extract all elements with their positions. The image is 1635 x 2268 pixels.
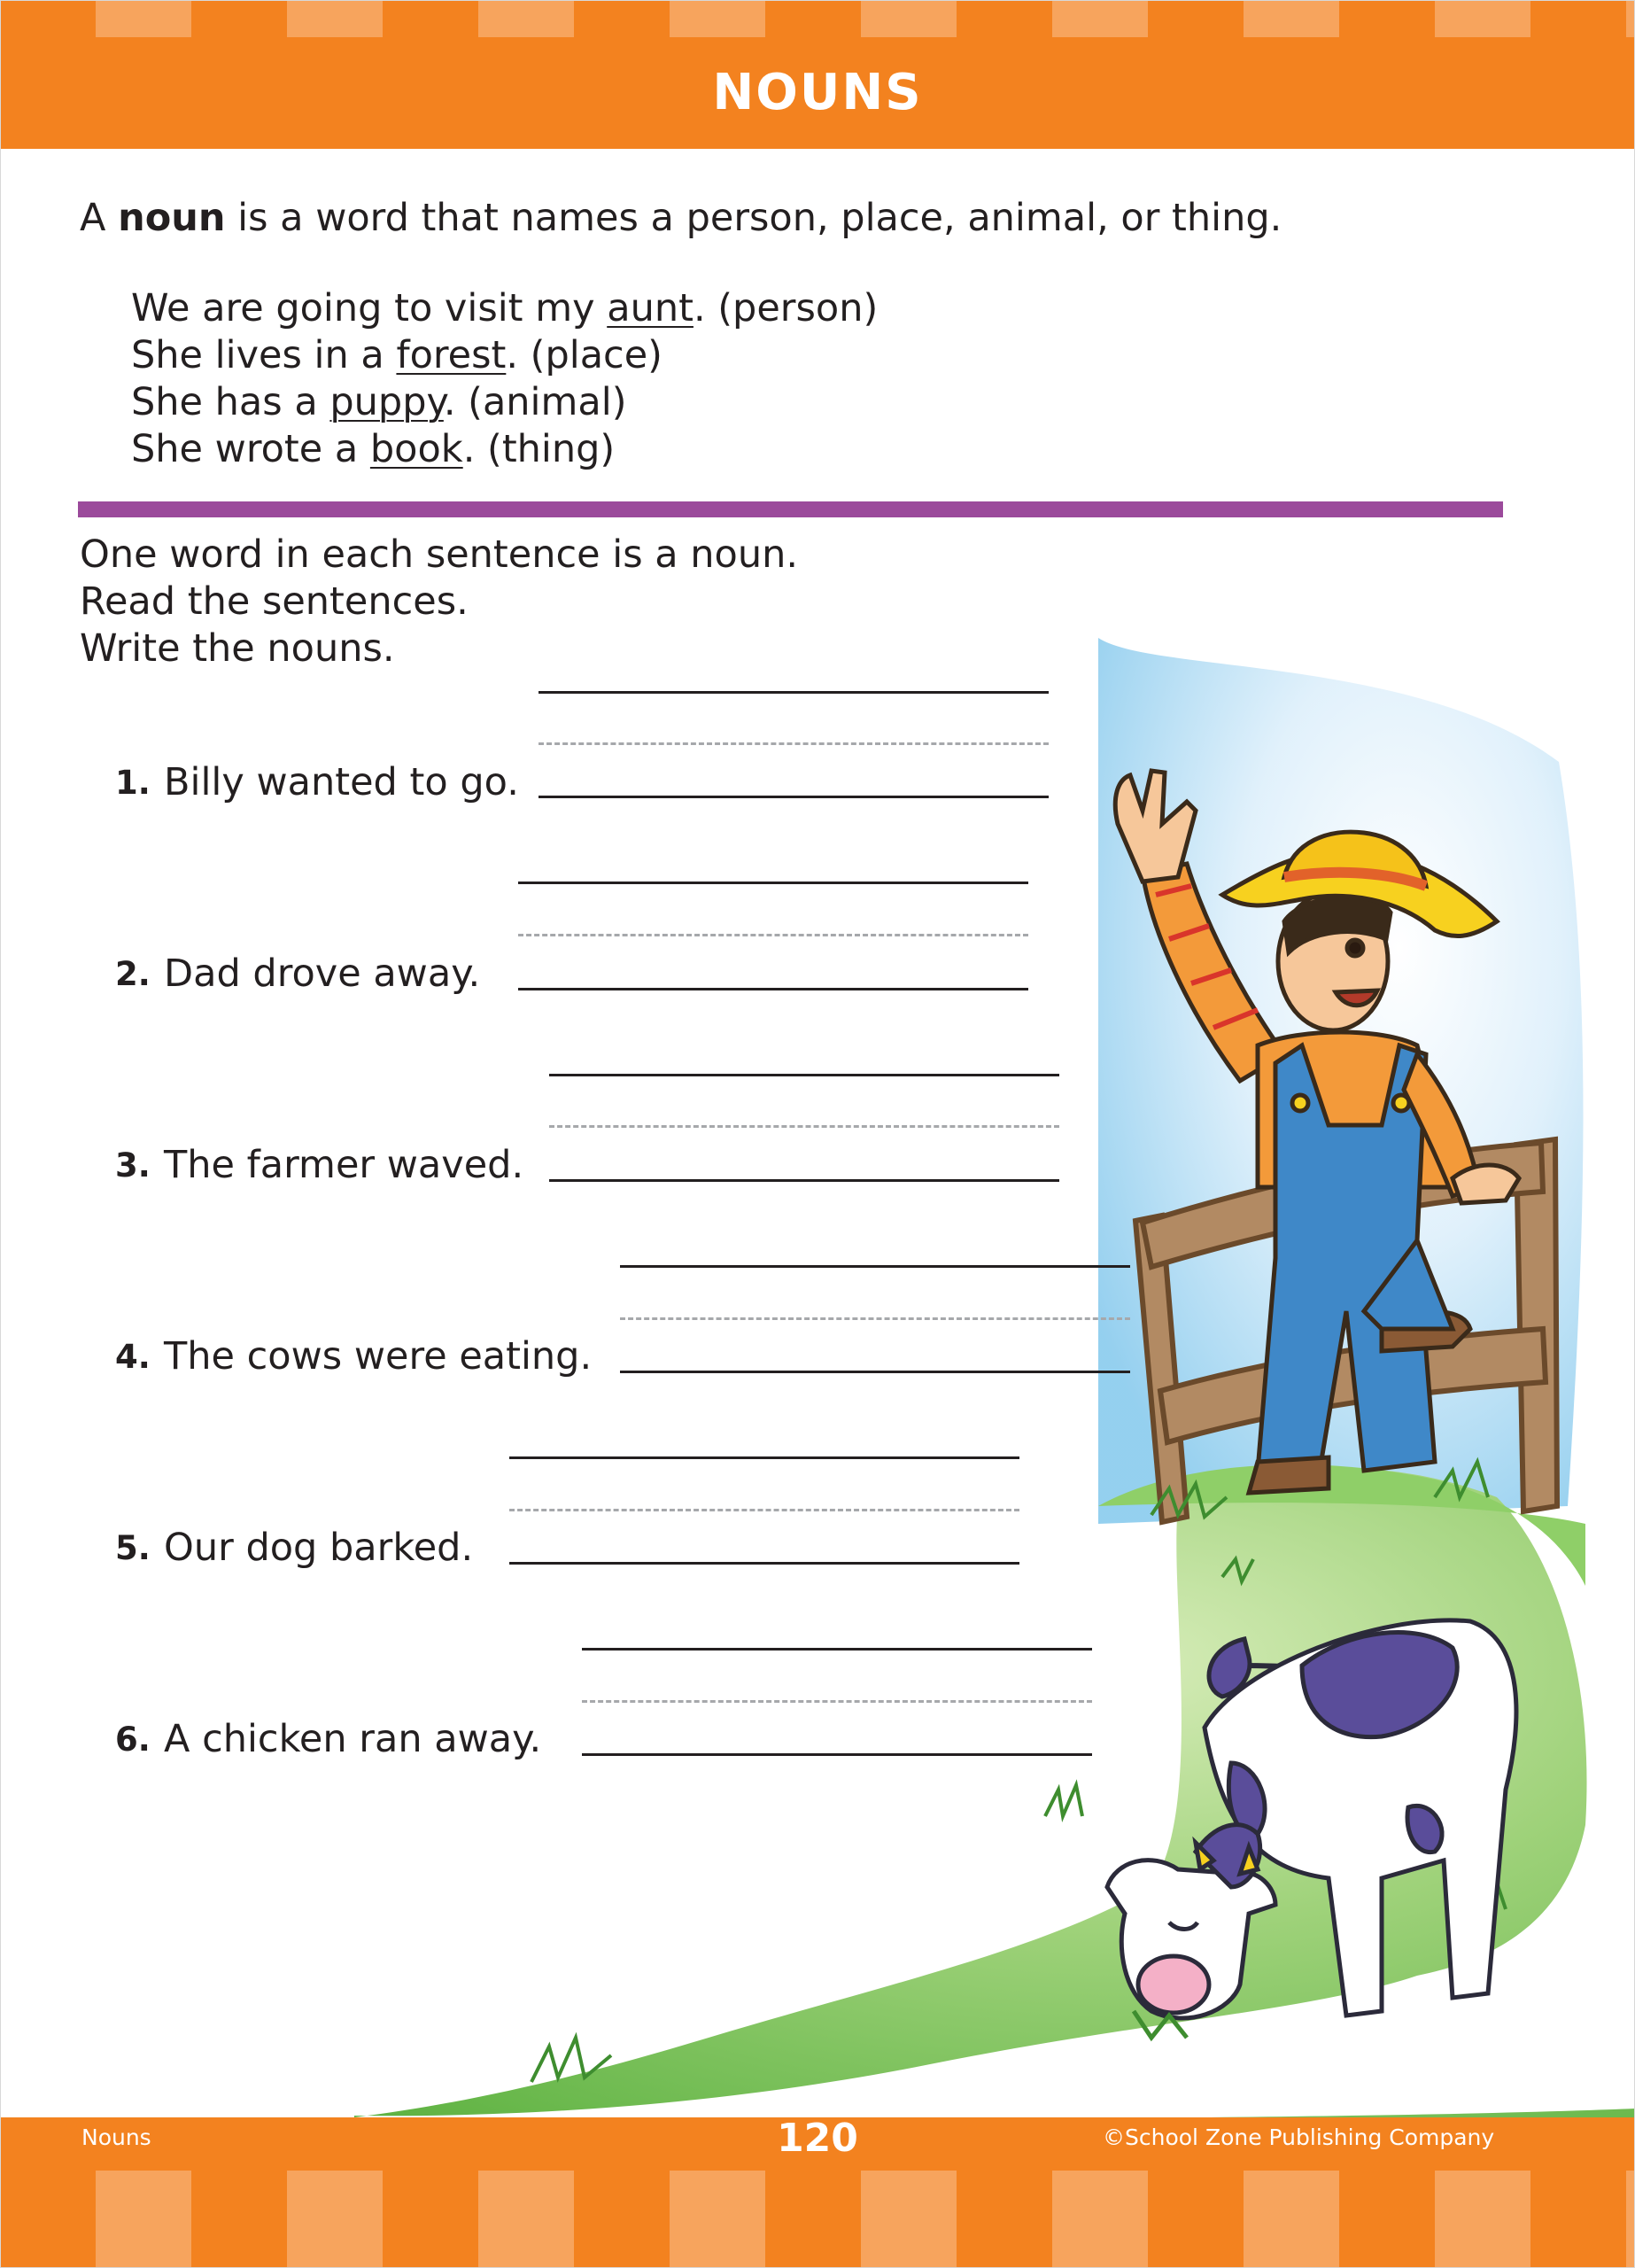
writing-top-line: [620, 1265, 1130, 1268]
exercise-number: 4.: [115, 1338, 151, 1376]
answer-line[interactable]: [549, 1179, 1059, 1182]
exercise-number: 1.: [115, 764, 151, 802]
exercise-sentence: Dad drove away.: [164, 951, 481, 996]
exercise-number: 3.: [115, 1146, 151, 1184]
definition-pre: A: [80, 196, 119, 240]
writing-top-line: [518, 882, 1028, 884]
example-noun: forest: [396, 333, 507, 377]
writing-mid-line: [582, 1700, 1092, 1703]
example-sentences: [131, 285, 878, 473]
noun-definition: [80, 193, 1282, 243]
answer-line[interactable]: [582, 1753, 1092, 1756]
example-category: . (person): [693, 286, 879, 330]
exercise-number: 6.: [115, 1720, 151, 1759]
header-stripes: [0, 0, 1635, 37]
footer-stripes: [0, 2171, 1635, 2268]
section-divider: [78, 501, 1503, 517]
copyright-notice: ©School Zone Publishing Company: [1103, 2124, 1495, 2150]
exercise-number: 5.: [115, 1529, 151, 1567]
example-text: She wrote a: [131, 427, 370, 471]
exercise-number: 2.: [115, 955, 151, 993]
exercise-sentence: Our dog barked.: [164, 1526, 474, 1570]
example-line: [131, 332, 878, 379]
example-text: She lives in a: [131, 333, 397, 377]
instructions: [80, 532, 798, 672]
instruction-line: One word in each sentence is a noun.: [80, 532, 799, 577]
header-band: [0, 0, 1635, 149]
writing-top-line: [509, 1456, 1019, 1459]
answer-line[interactable]: [518, 988, 1028, 990]
writing-mid-line: [518, 934, 1028, 936]
writing-mid-line: [549, 1125, 1059, 1128]
writing-mid-line: [539, 742, 1049, 745]
example-category: . (place): [506, 333, 663, 377]
exercise-sentence: The cows were eating.: [164, 1334, 593, 1379]
answer-line[interactable]: [620, 1371, 1130, 1373]
example-text: She has a: [131, 380, 330, 424]
exercise-sentence: Billy wanted to go.: [164, 760, 519, 804]
example-line: [131, 285, 878, 332]
example-line: [131, 426, 878, 473]
writing-top-line: [582, 1648, 1092, 1651]
instruction-line: Write the nouns.: [80, 626, 395, 671]
definition-rest: is a word that names a person, place, animal, or thing.: [225, 196, 1282, 240]
example-category: . (thing): [462, 427, 616, 471]
writing-mid-line: [620, 1317, 1130, 1320]
writing-mid-line: [509, 1509, 1019, 1511]
writing-top-line: [549, 1074, 1059, 1076]
answer-line[interactable]: [539, 796, 1049, 798]
instruction-line: Read the sentences.: [80, 579, 469, 624]
exercise-sentence: A chicken ran away.: [164, 1717, 542, 1761]
writing-top-line: [539, 691, 1049, 694]
example-line: [131, 379, 878, 426]
example-noun: aunt: [607, 286, 694, 330]
page-title: NOUNS: [712, 64, 923, 121]
exercise-sentence: The farmer waved.: [164, 1143, 524, 1187]
page-number: 120: [777, 2116, 858, 2161]
example-category: . (animal): [443, 380, 627, 424]
example-noun: book: [369, 427, 463, 471]
answer-line[interactable]: [509, 1562, 1019, 1565]
footer-section-label: Nouns: [81, 2124, 151, 2150]
definition-term: noun: [118, 196, 226, 240]
example-noun: puppy: [329, 380, 444, 424]
example-text: We are going to visit my: [131, 286, 608, 330]
